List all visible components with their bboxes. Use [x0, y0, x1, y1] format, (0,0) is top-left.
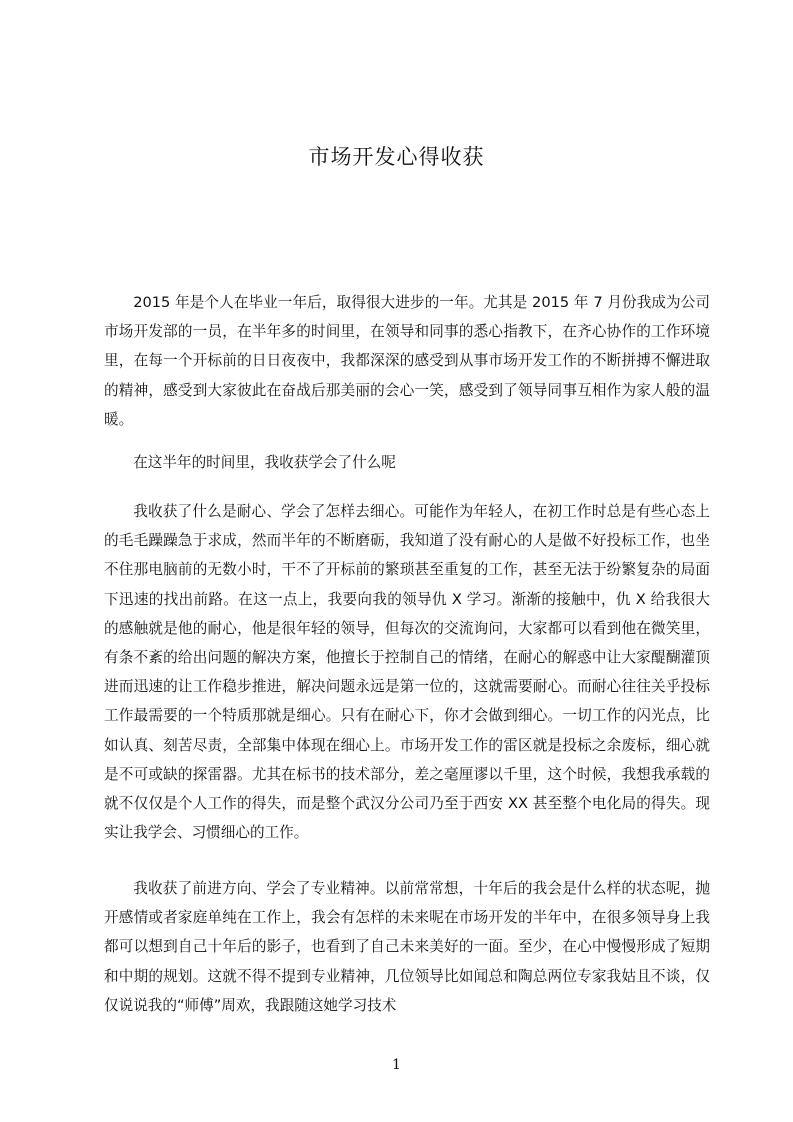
document-title: 市场开发心得收获 [308, 145, 485, 169]
paragraph-question: 在这半年的时间里，我收获学会了什么呢 [133, 454, 396, 471]
paragraph-patience: 我收获了什么是耐心、学会了怎样去细心。可能作为年轻人，在初工作时总是有些心态上的毛毛躁躁急于求成，然而半年的不断磨砺，我知道了没有耐心的人是做不好投标工作，也坐不住那电脑前的无数小时，干不了开标前的繁琐甚至重复的工作，甚至无法于纷繁复杂的局面下迅速的找出前路。在这一点上，我要向我的领导仇 X 学习。渐渐的接触中，仇 X 给我很大的感触就是他的耐心，他是很年轻的领导，但每次的交流询问，大家都可以看到他在微笑里，有条不紊的给出问题的解决方案，他擅长于控制自己的情绪，在耐心的解惑中让大家醍醐灌顶进而迅速的让工作稳步推进，解决问题永远是第一位的，这就需要耐心。而耐心往往关乎投标工作最需要的一个特质那就是细心。只有在耐心下，你才会做到细心。一切工作的闪光点，比如认真、刻苦尽责，全部集中体现在细心上。市场开发工作的雷区就是投标之余废标，细心就是不可或缺的探雷器。尤其在标书的技术部分，差之毫厘谬以千里，这个时候，我想我承载的就不仅仅是个人工作的得失，而是整个武汉分公司乃至于西安 XX 甚至整个电化局的得失。现实让我学会、习惯细心的工作。 [104, 503, 710, 842]
paragraph-direction: 我收获了前进方向、学会了专业精神。以前常常想，十年后的我会是什么样的状态呢，抛开感情或者家庭单纯在工作上，我会有怎样的未来呢在市场开发的半年中，在很多领导身上我都可以想到自己十年后的影子，也看到了自己未来美好的一面。至少，在心中慢慢形成了短期和中期的规划。这就不得不提到专业精神，几位领导比如闻总和陶总两位专家我姑且不谈，仅仅说说我的“师傅”周欢，我跟随这她学习技术 [104, 880, 710, 1014]
page-number: 1 [392, 1057, 401, 1073]
paragraph-intro: 2015 年是个人在毕业一年后，取得很大进步的一年。尤其是 2015 年 7 月份我成为公司市场开发部的一员，在半年多的时间里，在领导和同事的悉心指教下，在齐心协作的工作环境里，在每一个开标前的日日夜夜中，我都深深的感受到从事市场开发工作的不断拼搏不懈进取的精神，感受到大家彼此在奋战后那美丽的会心一笑，感受到了领导同事互相作为家人般的温暖。 [104, 294, 710, 428]
